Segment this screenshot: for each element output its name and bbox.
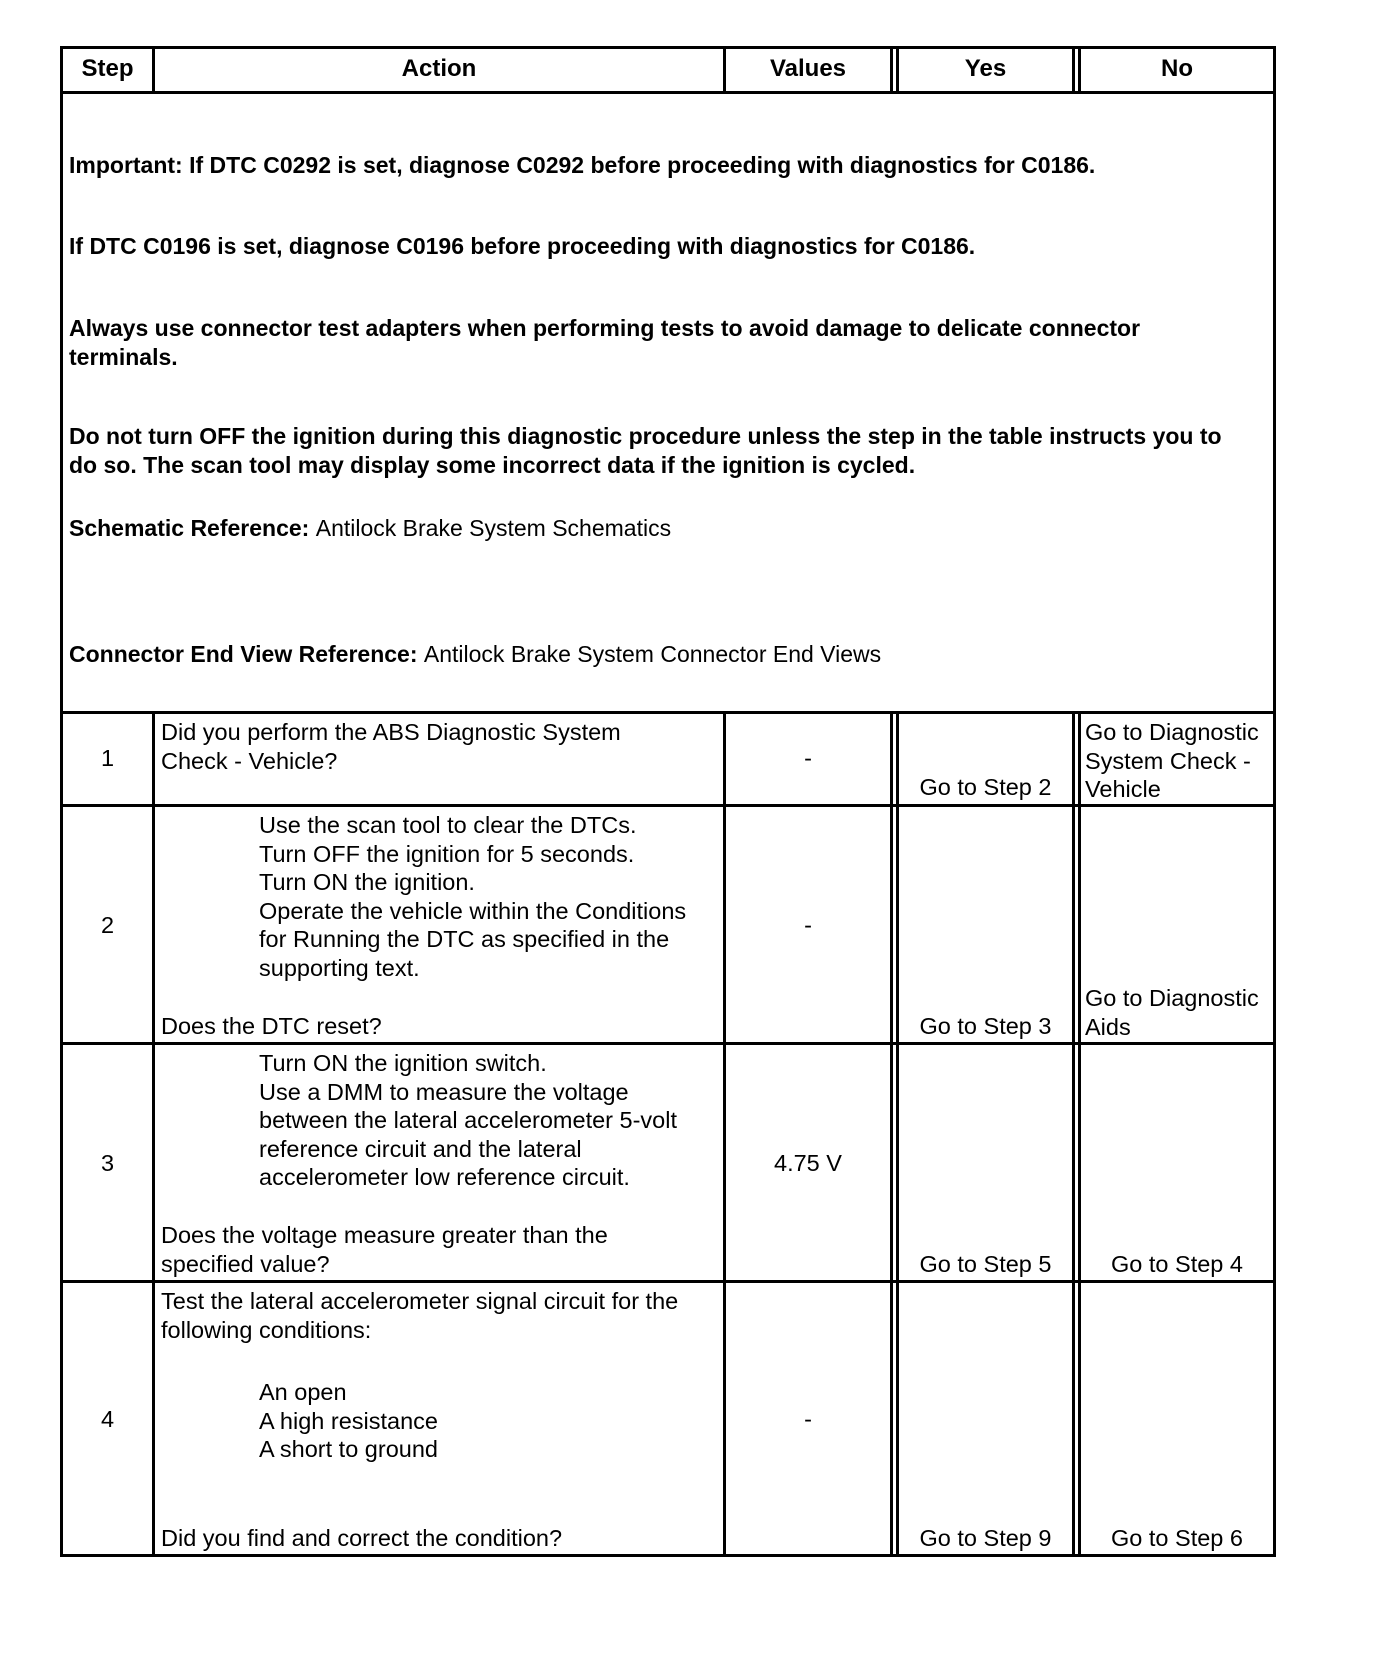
yes-cell: Go to Step 3 bbox=[896, 807, 1075, 1042]
step-number: 1 bbox=[100, 745, 115, 771]
notes-section bbox=[63, 91, 1273, 711]
value-cell: 4.75 V bbox=[723, 1045, 893, 1280]
table-row bbox=[63, 1042, 1273, 1280]
yes-cell: Go to Step 2 bbox=[896, 714, 1075, 804]
step-number: 2 bbox=[100, 912, 115, 938]
action-cell: Turn ON the ignition switch. Use a DMM to measure the voltage between the lateral accelerometer 5-volt reference circuit and the lateral accelerometer low reference circuit. Does the voltage measure greater than the specified value? bbox=[152, 1045, 723, 1280]
note-ignition: Do not turn OFF the ignition during this diagnostic procedure unless the step in the table instructs you to do so. The scan tool may display some incorrect data if the ignition is cycled. bbox=[69, 423, 1222, 478]
diagnostic-table bbox=[60, 46, 1276, 1557]
table-row bbox=[63, 1280, 1273, 1554]
action-cell: Test the lateral accelerometer signal circuit for the following conditions: An open A high resistance A short to ground Did you find and correct the condition? bbox=[152, 1283, 723, 1554]
value-cell: - bbox=[723, 714, 893, 804]
no-cell: Go to Diagnostic Aids bbox=[1078, 807, 1273, 1042]
action-cell: Use the scan tool to clear the DTCs. Turn OFF the ignition for 5 seconds. Turn ON the ignition. Operate the vehicle within the Conditions for Running the DTC as specified in the supporting text. Does the DTC reset? bbox=[152, 807, 723, 1042]
value-cell: - bbox=[723, 807, 893, 1042]
no-cell: Go to Diagnostic System Check - Vehicle bbox=[1078, 714, 1273, 804]
note-c0196: If DTC C0196 is set, diagnose C0196 before proceeding with diagnostics for C0186. bbox=[69, 233, 976, 259]
yes-cell: Go to Step 9 bbox=[896, 1283, 1075, 1554]
connector-reference: Connector End View Reference: Antilock Brake System Connector End Views bbox=[69, 641, 882, 667]
action-cell: Did you perform the ABS Diagnostic System Check - Vehicle? bbox=[152, 714, 723, 804]
header-step: Step bbox=[81, 55, 134, 82]
yes-cell: Go to Step 5 bbox=[896, 1045, 1075, 1280]
value-cell: - bbox=[723, 1283, 893, 1554]
header-action: Action bbox=[152, 49, 723, 91]
no-cell: Go to Step 6 bbox=[1078, 1283, 1273, 1554]
step-number: 3 bbox=[100, 1150, 115, 1176]
no-cell: Go to Step 4 bbox=[1078, 1045, 1273, 1280]
step-number: 4 bbox=[100, 1406, 115, 1432]
table-row bbox=[63, 804, 1273, 1042]
header-no: No bbox=[1078, 49, 1273, 91]
table-header bbox=[63, 49, 1273, 91]
important-note: Important: If DTC C0292 is set, diagnose C0292 before proceeding with diagnostics for C0186. bbox=[69, 152, 1096, 178]
header-values: Values bbox=[723, 49, 893, 91]
table-row bbox=[63, 711, 1273, 804]
schematic-reference: Schematic Reference: Antilock Brake System Schematics bbox=[69, 515, 672, 541]
note-test-adapters: Always use connector test adapters when performing tests to avoid damage to delicate connector terminals. bbox=[69, 315, 1141, 370]
header-yes: Yes bbox=[896, 49, 1075, 91]
